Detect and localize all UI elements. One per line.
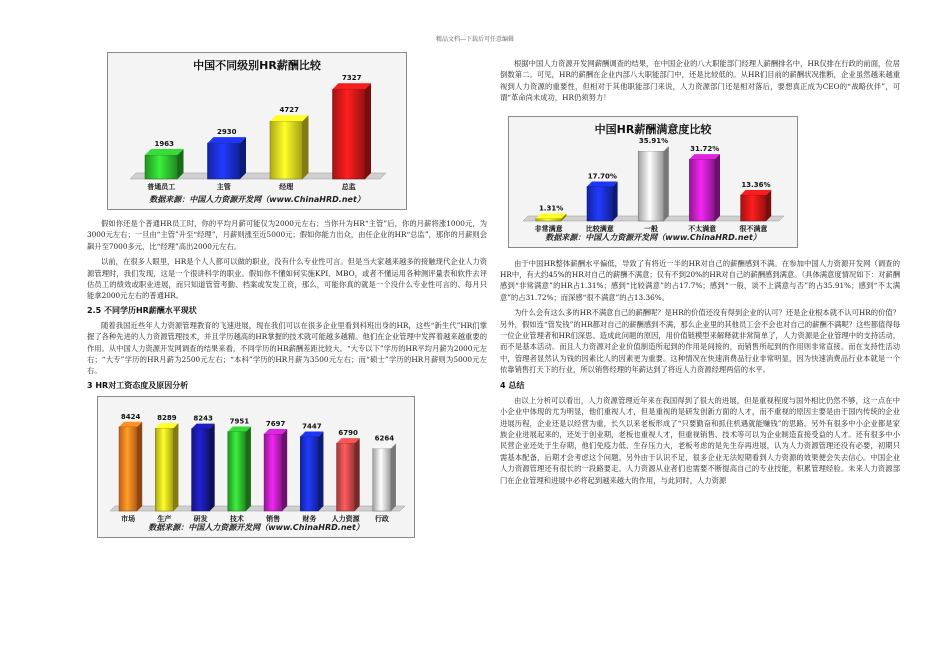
right-column: [500, 52, 900, 486]
header-note: 精品文档---下载后可任意编辑: [435, 36, 515, 43]
bar-front: [145, 155, 178, 179]
bar-side: [246, 426, 251, 511]
bar-value-label: 6790: [338, 428, 358, 437]
bar-side: [173, 423, 178, 511]
bar-top: [689, 154, 720, 159]
chart-bar: [145, 149, 184, 179]
bar-side: [318, 431, 323, 510]
paragraph: 假如你还是个普通HR员工时，你的平均月薪可能仅为2000元左右；当你升为HR“主管”后，你的月薪将涨1000元，为3000元左右；一旦由“主管”升至“经理”，月薪则涨至近5000元；假如你能力出众，由任企业的HR“总监”，那你的月薪则会飙升至7000多元，比“经理”高出2000元左右。: [87, 219, 487, 251]
bar-front: [337, 443, 355, 511]
paragraph: 由于中国HR整体薪酬水平偏低，导致了有将近一半的HR对自己的薪酬感到不满。在参加中国人力资源开发网（调查的HR中，有大约45%的HR对自己的薪酬不满意；仅有不到20%的HR对自己的薪酬感到满意。（具体满意度情况如下：对薪酬感到“非常满意”的HR占1.31%；感到“比较满意”的占17.7%；感到“一般，谈不上满意与否”的占35.91%；感到“不太满意”的占31.72%；而深感“很不满意”的占13.36%。: [500, 258, 901, 302]
bar-side: [365, 83, 371, 179]
bar-side: [210, 423, 215, 510]
bar-front: [119, 427, 137, 511]
bar-value-label: 8289: [157, 413, 177, 422]
bar-value-label: 8424: [120, 412, 141, 421]
bar-front: [638, 151, 664, 221]
bar-front: [300, 436, 318, 510]
bar-front: [264, 434, 282, 511]
bar-side: [715, 154, 720, 221]
bar-side: [664, 146, 669, 221]
bar-value-label: 17.70%: [587, 172, 617, 181]
category-label: 非常满意: [534, 224, 563, 233]
category-label: 行政: [374, 514, 389, 523]
chart-bar: [192, 423, 215, 510]
bar-value-label: 31.72%: [690, 144, 720, 153]
chart-plot: [509, 117, 799, 249]
bar-value-label: 4727: [279, 106, 299, 115]
bar-top: [208, 137, 247, 143]
bar-side: [282, 429, 287, 511]
bar-value-label: 8243: [193, 414, 213, 423]
bar-value-label: 6264: [374, 434, 395, 443]
chart-bar: [264, 429, 287, 511]
section-heading: 4 总结: [500, 380, 525, 390]
bar-value-label: 7447: [302, 422, 322, 431]
category-label: 人力资源: [331, 514, 360, 523]
chart-bar: [208, 137, 247, 179]
category-label: 财务: [302, 514, 317, 523]
bar-value-label: 13.36%: [741, 180, 771, 189]
bar-side: [613, 181, 618, 221]
chart-hr-level-salary: [107, 52, 407, 210]
bar-front: [333, 89, 366, 179]
chart-source: 数据来源：中国人力资源开发网（www.ChinaHRD.net）: [149, 195, 365, 204]
category-label: 总监: [341, 183, 356, 191]
left-column: [87, 52, 487, 538]
chart-bar: [638, 146, 669, 221]
bar-value-label: 7697: [265, 419, 286, 428]
bar-top: [638, 146, 669, 151]
bar-value-label: 35.91%: [638, 136, 669, 145]
category-label: 主管: [216, 183, 231, 191]
bar-top: [741, 190, 772, 195]
chart-bar: [689, 154, 720, 221]
bar-value-label: 1963: [154, 139, 174, 148]
category-label: 不太满意: [688, 224, 717, 233]
bar-front: [587, 186, 613, 221]
paragraph: 根据中国人力资源开发网薪酬调查的结果，在中国企业的八大职能部门经理人薪酬排名中，HR仅排在行政的前面，位居倒数第二。可见，HR的薪酬在企业内部八大职能部门中，还是比较低的。从HR们目前的薪酬状况推断，企业虽然越来越重视到人力资源的重要性，但相对于其他职能部门来说，人力资源部门还是相对落后，要想真正成为CEO的“战略伙伴”，可谓“革命尚未成功，HR仍须努力！: [500, 59, 900, 103]
category-label: 普通员工: [147, 183, 176, 191]
bar-front: [741, 195, 767, 221]
chart-bar: [155, 423, 178, 511]
bar-top: [536, 213, 567, 218]
category-label: 技术: [229, 514, 244, 523]
bar-side: [766, 190, 771, 221]
chart-bar: [228, 426, 251, 511]
bar-value-label: 7951: [229, 417, 250, 426]
bar-front: [689, 159, 715, 221]
bar-side: [355, 438, 360, 511]
bar-front: [270, 121, 303, 179]
chart-title: 中国HR薪酬满意度比较: [594, 122, 712, 136]
bar-front: [536, 218, 562, 221]
chart-department-salary: [97, 396, 415, 538]
category-label: 经理: [279, 183, 294, 191]
chart-title: 中国不同级别HR薪酬比较: [193, 59, 321, 72]
chart-floor: [110, 506, 405, 511]
bar-front: [155, 428, 173, 511]
section-heading: 3 HR对工资态度及原因分析: [87, 380, 189, 390]
chart-bar: [587, 181, 618, 221]
bar-side: [391, 443, 396, 511]
chart-bar: [119, 422, 142, 511]
category-label: 研发: [193, 514, 208, 523]
category-label: 市场: [121, 514, 136, 523]
category-label: 一般: [644, 224, 658, 233]
chart-bar: [270, 115, 309, 179]
chart-bar: [337, 438, 360, 511]
bar-front: [373, 448, 391, 511]
chart-source: 数据来源：中国人力资源开发网（www.ChinaHRD.net）: [545, 232, 761, 242]
chart-bar: [333, 83, 372, 179]
chart-plot: [108, 53, 408, 211]
bar-value-label: 7327: [342, 74, 362, 83]
paragraph: 以前，在很多人眼里，HR是个人人都可以做的职业，没有什么专业性可言。但是当大家越来越多的接触现代企业人力资源管理时，我们发现，这是一个很讲科学的职业。假如你不懂如何实施KPI、MBO，或者不懂运用各种测评量表和软件去评估员工的绩效或职业进展，而只知道管管考勤、档案或发发工资，那么，可能你真的就是一个没什么专业性可言的、每月只能拿2000元左右的普通HR。: [87, 257, 487, 301]
bar-top: [587, 181, 618, 186]
bar-side: [240, 137, 246, 179]
bar-side: [137, 422, 142, 511]
bar-value-label: 2930: [217, 128, 237, 137]
chart-bar: [300, 431, 323, 510]
chart-hr-satisfaction: [508, 116, 798, 248]
bar-top: [333, 83, 372, 89]
category-label: 销售: [266, 514, 281, 523]
chart-plot: [98, 397, 416, 539]
chart-source: 数据来源：中国人力资源开发网（www.ChinaHRD.net）: [148, 522, 364, 532]
bar-value-label: 1.31%: [538, 204, 564, 213]
bar-side: [303, 115, 309, 179]
paragraph: 为什么会有这么多的HR不满意自己的薪酬呢？是HR的价值还没有得到企业的认可？还是企业根本就不认可HR的价值？另外，假如连“管发钱”的HR都对自己的薪酬感到不满，那么企业里的其他员工会不会也对自己的薪酬不满呢？这些都值得每一位企业管理者和HR们深思。造成此问题的原因，用价值链模型来解释就非常简单了，人力资源是企业管理中的支持活动，而不是基本活动。而且人力资源对企业价值制造所起到的作用是间接的，而销售所起到的作用则非常直接。而在支持性活动中，管理者显然认为钱的因素比人的因素更为重要。这种情况在快速消费品行业非常明显，因为快速消费品行业本就是一个依靠销售打天下的行业，所以销售经理的年薪达到了将近人力资源经理两倍的水平。: [500, 308, 900, 375]
category-label: 生产: [157, 514, 172, 523]
bar-front: [192, 428, 210, 510]
paragraph: 随着我国近些年人力资源管理教育的飞速进展，现在我们可以在很多企业里看到科班出身的HR，这些“新生代”HR们掌握了各种先进的人力资源管理技术，并且学历越高的HR掌握的技术就可能越多越精。他们在企业管理中发挥着越来越重要的作用。从中国人力资源开发网调查的结果来看，不同学历的HR薪酬差距比较大。“大专以下”学历的HR平均月薪为2000元左右；“大专”学历的HR月薪为2500元左右；“本科”学历的HR月薪为3500元左右；而“硕士”学历的HR月薪则为5000元左右。: [87, 320, 487, 376]
category-label: 很不满意: [739, 224, 768, 233]
chart-bar: [741, 190, 772, 221]
bar-top: [270, 115, 309, 121]
chart-bar: [536, 213, 567, 221]
paragraph: 由以上分析可以看出，人力资源管理近年来在我国得到了很大的进展，但是重视程度与国外相比仍然不够，这一点在中小企业中体现的尤为明显，他们重视人才，但是重视的是研发创新方面的人才，而不重视的原因主要是由于国内传统的企业进展历程，企业还是以经营为重，长久以来老板形成了“只要勤奋和抓住机遇就能赚钱”的思路。另外有很多中小企业都是家族企业进展起来的，还处于创业期，老板也重视人才，但重视销售、技术等可以为企业制造直接受益的人才。还有很多中小民营企业还处于生存期，他们免疫力低、生存压力大，老板考虑的是先生存再进展，认为人力资源管理还没有必要，初期只需基本配备，后期才会考虑这个问题。另外由于认识不足，很多企业无法短期看到人力资源的效果便会失去信心。中国企业人力资源管理还有很长的一段路要走。人力资源从业者们也需要不断提高自己的专业技能，积累管理经验。未来人力资源部门在企业管理和进展中必将起到越来越大的作用，与此同时，人力资源: [500, 395, 900, 485]
category-label: 比较满意: [585, 224, 614, 233]
bar-front: [228, 431, 246, 511]
section-heading: 2.5 不同学历HR薪酬水平现状: [87, 305, 197, 315]
bar-front: [208, 143, 241, 179]
bar-top: [145, 149, 184, 155]
chart-bar: [373, 443, 396, 511]
